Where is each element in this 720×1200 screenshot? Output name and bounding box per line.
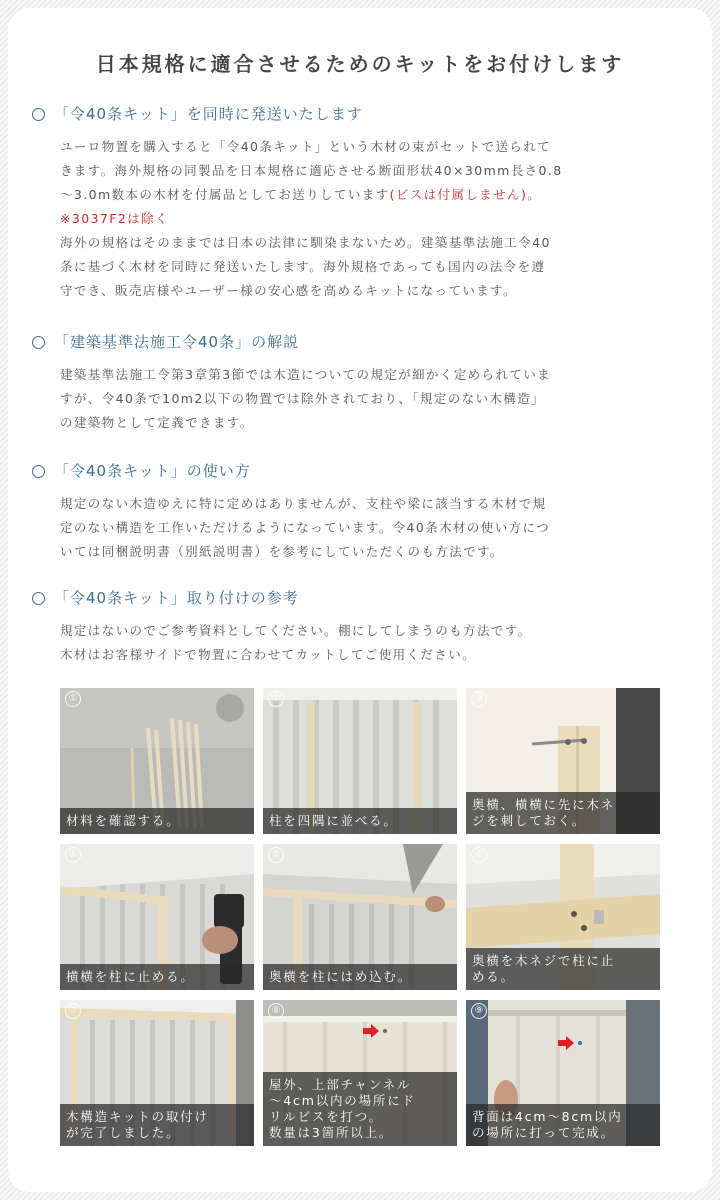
caption-line: 横横を柱に止める。: [66, 969, 195, 984]
step-number: ①: [65, 691, 81, 707]
body-line: 守でき、販売店様やユーザー様の安心感を高めるキットになっています。: [60, 283, 517, 298]
step-photo-7: [60, 1000, 254, 1146]
caption-line: ジを刺しておく。: [472, 813, 587, 828]
step-caption: [466, 792, 660, 834]
step-number: ⑦: [65, 1003, 81, 1019]
section-body: [60, 619, 664, 667]
body-line: 定のない構造を工作いただけるようになっています。令40条木材の使い方につ: [60, 520, 551, 535]
step-caption: [466, 1104, 660, 1146]
section-heading-text: 「建築基準法施工令40条」の解説: [54, 333, 300, 351]
step-photo-4: [60, 844, 254, 990]
step-caption: [263, 808, 457, 834]
caption-line: める。: [472, 969, 515, 984]
caption-line: 数量は3箇所以上。: [269, 1125, 394, 1140]
body-line: 規定のない木造ゆえに特に定めはありませんが、支柱や梁に該当する木材で規: [60, 496, 547, 511]
body-line: すが、令40条で10m2以下の物置では除外されており、「規定のない木構造」: [60, 391, 545, 406]
body-line: きます。海外規格の同製品を日本規格に適応させる断面形状40×30mm長さ0.8: [60, 163, 563, 178]
section-body: [60, 492, 664, 564]
body-line: 規定はないのでご参考資料としてください。棚にしてしまうのも方法です。: [60, 623, 532, 638]
step-number: ⑥: [471, 847, 487, 863]
step-number: ④: [65, 847, 81, 863]
caption-line: が完了しました。: [66, 1125, 181, 1140]
body-line-text: 〜3.0m数本の木材を付属品としてお送りしています: [60, 187, 390, 202]
caption-line: 〜4cm以内の場所にド: [269, 1093, 416, 1108]
step-caption: [466, 948, 660, 990]
section-heading: [32, 588, 672, 608]
section-heading-text: 「令40条キット」取り付けの参考: [54, 589, 299, 607]
section-heading-text: 「令40条キット」の使い方: [54, 462, 251, 480]
step-number: ②: [268, 691, 284, 707]
caption-line: 木構造キットの取付け: [66, 1109, 209, 1124]
section-body: [60, 135, 664, 303]
step-caption: [263, 1072, 457, 1146]
caption-line: 材料を確認する。: [66, 813, 181, 828]
step-number: ⑨: [471, 1003, 487, 1019]
body-line: 海外の規格はそのままでは日本の法律に馴染まないため。建築基準法施工令40: [60, 235, 551, 250]
step-caption: [263, 964, 457, 990]
section-heading: [32, 104, 672, 124]
body-line: [60, 183, 664, 207]
step-caption: [60, 964, 254, 990]
body-line: 条に基づく木材を同時に発送いたします。海外規格であっても国内の法令を遵: [60, 259, 546, 274]
section-heading: [32, 332, 672, 352]
step-photo-5: [263, 844, 457, 990]
step-photo-9: [466, 1000, 660, 1146]
body-line-punct: 。: [527, 187, 542, 202]
no-screws-note: (ビスは付属しません): [389, 187, 528, 202]
caption-line: 屋外、上部チャンネル: [269, 1077, 412, 1092]
body-line: いては同梱説明書（別紙説明書）を参考にしていただくのも方法です。: [60, 544, 504, 559]
section-kit-shipping: [32, 104, 672, 303]
step-photo-8: [263, 1000, 457, 1146]
content-card: [8, 8, 712, 1192]
body-line: 建築基準法施工令第3章第3節では木造についての規定が細かく定められていま: [60, 367, 552, 382]
caption-line: 奥横、横横に先に木ネ: [472, 797, 616, 812]
section-kit-usage: [32, 461, 672, 564]
installation-photo-grid: [60, 688, 660, 1148]
caption-line: の場所に打って完成。: [472, 1125, 616, 1140]
caption-line: 奥横を柱にはめ込む。: [269, 969, 413, 984]
step-photo-3: [466, 688, 660, 834]
exclusion-note: ※3037F2は除く: [60, 211, 169, 226]
body-line: の建築物として定義できます。: [60, 415, 254, 430]
step-caption: [60, 1104, 254, 1146]
circle-bullet-icon: [32, 592, 45, 605]
step-photo-2: [263, 688, 457, 834]
step-caption: [60, 808, 254, 834]
circle-bullet-icon: [32, 108, 45, 121]
section-building-code: [32, 332, 672, 435]
section-installation-reference: [32, 588, 672, 667]
caption-line: リルビスを打つ。: [269, 1109, 383, 1124]
step-photo-1: [60, 688, 254, 834]
section-body: [60, 363, 664, 435]
body-line: ユーロ物置を購入すると「令40条キット」という木材の束がセットで送られて: [60, 139, 552, 154]
circle-bullet-icon: [32, 465, 45, 478]
caption-line: 奥横を木ネジで柱に止: [472, 953, 616, 968]
section-heading: [32, 461, 672, 481]
body-line: 木材はお客様サイドで物置に合わせてカットしてご使用ください。: [60, 647, 477, 662]
page-title: 日本規格に適合させるためのキットをお付けします: [95, 52, 625, 76]
caption-line: 背面は4cm〜8cm以内: [472, 1109, 623, 1124]
step-number: ③: [471, 691, 487, 707]
section-heading-text: 「令40条キット」を同時に発送いたします: [54, 105, 363, 123]
step-number: ⑧: [268, 1003, 284, 1019]
step-photo-6: [466, 844, 660, 990]
caption-line: 柱を四隅に並べる。: [269, 813, 398, 828]
step-number: ⑤: [268, 847, 284, 863]
circle-bullet-icon: [32, 336, 45, 349]
